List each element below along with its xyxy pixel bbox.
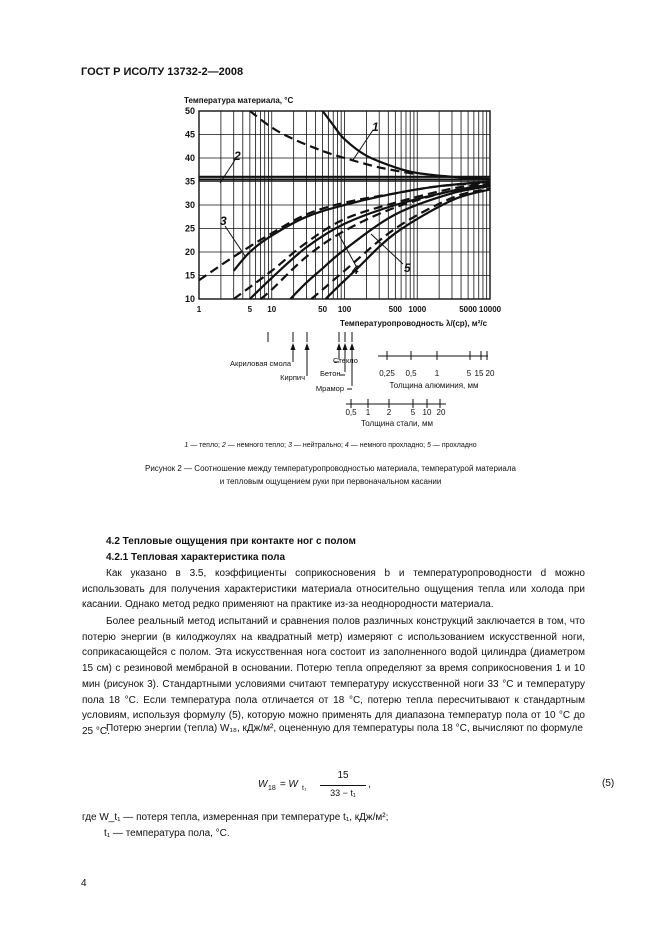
curve-label-4: 4 [352, 263, 359, 277]
steel-tick-1: 1 [365, 408, 371, 417]
material-concrete: Бетон [320, 369, 341, 378]
x-tick-label: 5 [247, 305, 253, 314]
material-glass: Стекло [333, 356, 358, 365]
material-acrylic: Акриловая смола [230, 359, 291, 368]
figure-caption-line-1: Рисунок 2 — Соотношение между температуропроводностью материала, температурой материала [145, 464, 516, 473]
section-heading-4-2: 4.2 Тепловые ощущения при контакте ног с полом [106, 536, 356, 547]
aluminum-scale [378, 351, 488, 360]
y-tick-label: 40 [184, 153, 195, 163]
formula-5 [258, 770, 638, 804]
paragraph-1: Как указано в 3.5, коэффициенты соприкосновения b и температуропроводности d можно использовать для получения характеристики материала относительно ощущения тепла или холода при касании. Однако метод редко применяют на практике из-за неоднородности материала. [82, 568, 585, 611]
x-tick-label: 50 [318, 305, 328, 314]
al-tick-0-5: 0,5 [405, 369, 417, 378]
x-tick-label: 10000 [478, 305, 502, 314]
formula-number: (5) [602, 778, 615, 789]
legend-item-3: 3 — нейтрально; [288, 442, 343, 449]
curve-label-2: 2 [234, 149, 241, 163]
y-tick-label: 30 [184, 200, 195, 210]
y-tick-label: 15 [184, 270, 195, 281]
formula-numerator: 15 [337, 770, 349, 781]
curve-label-3: 3 [220, 214, 227, 228]
x-tick-label: 500 [388, 305, 403, 314]
legend-item-5: 5 — прохладно [427, 442, 477, 449]
formula-tail: , [368, 779, 371, 790]
paragraph-3: Потерю энергии (тепла) W₁₈, кДж/м², оцененную для температуры пола 18 °С, вычисляют по формуле [106, 723, 583, 734]
y-tick-label: 20 [184, 247, 195, 257]
steel-tick-10: 10 [422, 408, 432, 417]
y-axis-title: Температура материала, °С [184, 96, 294, 105]
curve-label-1: 1 [372, 120, 379, 134]
y-tick-labels [185, 106, 195, 304]
formula-fraction-bar [320, 785, 366, 786]
x-tick-label: 5000 [459, 305, 477, 314]
figure-2 [0, 0, 661, 440]
aluminum-scale-title: Толщина алюминия, мм [389, 381, 479, 390]
steel-scale [346, 399, 446, 408]
steel-tick-5: 5 [410, 408, 416, 417]
x-tick-label: 1 [196, 305, 202, 314]
material-marker-arrows [291, 343, 355, 350]
where-line-2: t₁ — температура пола, °С. [104, 828, 230, 839]
steel-tick-2: 2 [386, 408, 392, 417]
section-heading-4-2-1: 4.2.1 Тепловая характеристика пола [106, 552, 286, 563]
curve-4-solid [250, 185, 490, 299]
y-tick-label: 35 [184, 176, 195, 187]
legend-item-4: 4 — немного прохладно; [344, 442, 426, 449]
formula-eq: = W [277, 779, 298, 790]
figure-caption-line-2: и тепловым ощущением руки при первоначальном касании [219, 477, 442, 486]
document-header: ГОСТ Р ИСО/ТУ 13732-2—2008 [81, 66, 244, 78]
al-tick-1: 1 [434, 369, 440, 378]
x-axis-title: Температуропроводность λ/(cp), м²/с [340, 319, 488, 328]
material-brick: Кирпич [280, 373, 305, 382]
al-tick-15: 15 [474, 369, 484, 378]
curve-label-5: 5 [404, 261, 411, 275]
where-line-1: где W_t₁ — потеря тепла, измеренная при температуре t₁, кДж/м²; [82, 812, 389, 823]
figure-legend [0, 442, 661, 449]
y-tick-label: 45 [184, 129, 195, 140]
x-tick-labels [197, 305, 502, 314]
formula-rhs-sub: t₁ [302, 785, 307, 792]
y-tick-label: 25 [184, 223, 195, 234]
al-tick-5: 5 [466, 369, 472, 378]
x-tick-label: 100 [337, 305, 352, 314]
page-number: 4 [81, 878, 87, 889]
x-tick-label: 1000 [408, 305, 427, 314]
legend-item-2: 2 — немного тепло; [221, 442, 287, 449]
formula-lhs-sub: 18 [268, 785, 276, 792]
y-tick-label: 50 [184, 106, 195, 116]
formula-lhs: W [258, 779, 268, 790]
material-marble: Мрамор [315, 384, 344, 393]
steel-tick-20: 20 [436, 408, 446, 417]
steel-tick-0-5: 0,5 [345, 408, 357, 417]
al-tick-20: 20 [485, 369, 495, 378]
al-tick-0-25: 0,25 [379, 369, 395, 378]
steel-scale-title: Толщина стали, мм [361, 419, 433, 428]
formula-denominator: 33 − t₁ [330, 788, 356, 798]
x-tick-label: 10 [267, 305, 277, 314]
y-tick-label: 10 [184, 294, 195, 304]
paragraph-2: Более реальный метод испытаний и сравнения полов различных конструкций заключается в том, что потерю энергии (в килоджоулях на квадратный метр) измеряют с использованием искусственной ноги, соприкасающейся с полом. Эта искусственная нога состоит из заполненного водой цилиндра (диаметром 15 см) с резиновой мембраной в основании. Потерю тепла определяют за время соприкосновения 1 и 10 мин (рисунок 3). Стандартными условиями считают температуру искусственной ноги 33 °С и температуру пола 18 °С. Если температура пола отличается от 18 °С, потерю тепла пересчитывают к стандартным условиям, используя формулу (5), которую можно применять для диапазона температур пола от 10 °С до 25 °С. [82, 616, 585, 737]
legend-item-1: 1 — тепло; [184, 442, 220, 449]
